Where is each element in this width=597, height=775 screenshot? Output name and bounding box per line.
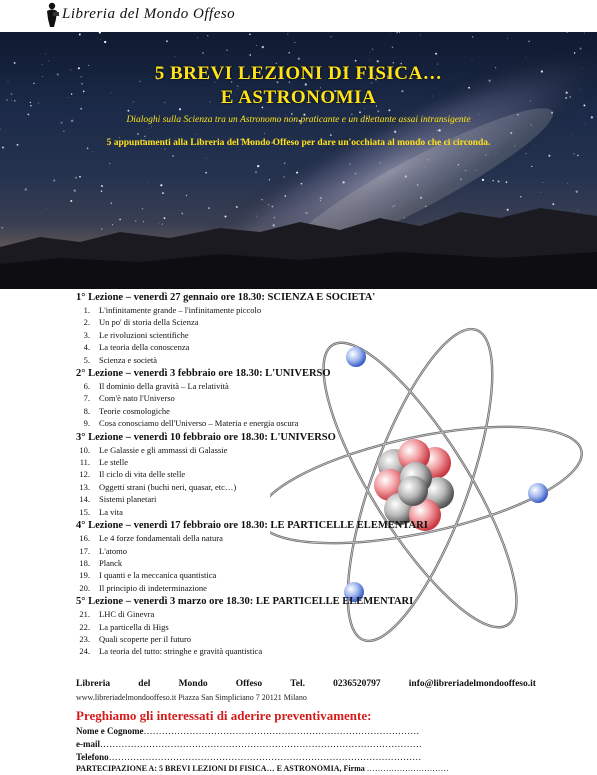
topic-item bbox=[76, 645, 556, 657]
registration-appeal: Preghiamo gli interessati di aderire preventivamente: bbox=[76, 708, 372, 723]
topic-number: 13. bbox=[79, 481, 90, 492]
topic-item bbox=[76, 582, 556, 594]
tagline: 5 appuntamenti alla Libreria del Mondo Offeso per dare un'occhiata al mondo che ci circonda. bbox=[106, 138, 491, 148]
lesson-heading: 3° Lezione – venerdì 10 febbraio ore 18.30: L'UNIVERSO bbox=[76, 431, 336, 443]
topic-number: 8. bbox=[83, 405, 90, 416]
topic-item bbox=[76, 354, 556, 366]
topic-number: 20. bbox=[79, 582, 90, 593]
title-line-2: E ASTRONOMIA bbox=[220, 87, 377, 108]
topic-item bbox=[76, 545, 556, 557]
topic-number: 18. bbox=[79, 557, 90, 568]
lesson-topics bbox=[76, 304, 556, 366]
topic-number: 22. bbox=[79, 621, 90, 632]
topic-item bbox=[76, 380, 556, 392]
lesson-topics bbox=[76, 444, 556, 518]
topic-item bbox=[76, 444, 556, 456]
logo-text: Libreria del Mondo Offeso bbox=[62, 6, 236, 22]
signature-field[interactable]: PARTECIPAZIONE A: 5 BREVI LEZIONI DI FISICA… E ASTRONOMIA, Firma ………………………… bbox=[76, 764, 449, 773]
lesson-block bbox=[76, 595, 556, 658]
lessons-list bbox=[76, 291, 556, 659]
topic-number: 6. bbox=[83, 381, 90, 392]
topic-item bbox=[76, 608, 556, 620]
contact-word: Mondo bbox=[178, 679, 208, 689]
lesson-topics bbox=[76, 608, 556, 658]
topic-item bbox=[76, 493, 556, 505]
topic-text: Le stelle bbox=[99, 457, 129, 468]
topic-item bbox=[76, 633, 556, 645]
topic-text: Le rivoluzioni scientifiche bbox=[99, 329, 189, 340]
lesson-block bbox=[76, 291, 556, 366]
topic-text: Teorie cosmologiche bbox=[99, 405, 170, 416]
name-label: Nome e Cognome bbox=[76, 726, 144, 736]
lesson-topics bbox=[76, 532, 556, 594]
lesson-block bbox=[76, 519, 556, 594]
topic-number: 1. bbox=[83, 305, 90, 315]
email-label: e-mail bbox=[76, 739, 100, 749]
topic-item bbox=[76, 532, 556, 544]
topic-item bbox=[76, 557, 556, 569]
lesson-heading: 2° Lezione – venerdì 3 febbraio ore 18.30: L'UNIVERSO bbox=[76, 368, 331, 380]
contact-word[interactable]: info@libreriadelmondooffeso.it bbox=[408, 679, 536, 689]
topic-item bbox=[76, 341, 556, 353]
topic-text: Com'è nato l'Universo bbox=[99, 393, 175, 404]
topic-number: 17. bbox=[79, 545, 90, 556]
topic-item bbox=[76, 405, 556, 417]
topic-text: La teoria del tutto: stringhe e gravità quantistica bbox=[99, 646, 263, 657]
topic-number: 4. bbox=[83, 342, 90, 353]
topic-text: I quanti e la meccanica quantistica bbox=[99, 570, 217, 581]
topic-item bbox=[76, 506, 556, 518]
topic-item bbox=[76, 316, 556, 328]
topic-item bbox=[76, 468, 556, 480]
topic-text: Planck bbox=[99, 557, 123, 568]
topic-item bbox=[76, 392, 556, 404]
reading-figure-logo-icon bbox=[44, 2, 60, 28]
topic-number: 15. bbox=[79, 506, 90, 517]
contact-word: Tel. bbox=[290, 679, 305, 689]
starry-sky-banner bbox=[0, 32, 597, 289]
topic-text: Oggetti strani (buchi neri, quasar, etc…) bbox=[99, 481, 237, 492]
topic-number: 2. bbox=[83, 317, 90, 328]
topic-item bbox=[76, 569, 556, 581]
lesson-topics bbox=[76, 380, 556, 430]
topic-item bbox=[76, 481, 556, 493]
participation-label: PARTECIPAZIONE A: 5 BREVI LEZIONI DI FISICA… E ASTRONOMIA, Firma bbox=[76, 764, 365, 773]
lesson-block bbox=[76, 367, 556, 430]
topic-number: 19. bbox=[79, 570, 90, 581]
topic-text: Le 4 forze fondamentali della natura bbox=[99, 533, 223, 544]
topic-text: L'infinitamente grande – l'infinitamente piccolo bbox=[99, 305, 262, 315]
topic-text: Un po' di storia della Scienza bbox=[99, 317, 199, 328]
lesson-block bbox=[76, 431, 556, 518]
contact-word: 0236520797 bbox=[333, 679, 381, 689]
topic-number: 12. bbox=[79, 469, 90, 480]
topic-number: 11. bbox=[79, 457, 90, 468]
topic-number: 23. bbox=[79, 633, 90, 644]
contact-word: del bbox=[138, 679, 151, 689]
contact-word: Offeso bbox=[235, 679, 263, 689]
topic-number: 7. bbox=[83, 393, 90, 404]
lesson-heading: 1° Lezione – venerdì 27 gennaio ore 18.30: SCIENZA E SOCIETA' bbox=[76, 292, 376, 303]
contact-line bbox=[76, 679, 536, 689]
phone-label: Telefono bbox=[76, 752, 109, 762]
topic-number: 5. bbox=[83, 354, 90, 365]
topic-text: Cosa conosciamo dell'Universo – Materia e energia oscura bbox=[99, 418, 299, 429]
topic-text: Il principio di indeterminazione bbox=[99, 582, 207, 593]
topic-text: Quali scoperte per il futuro bbox=[99, 633, 192, 644]
name-field[interactable]: Nome e Cognome……………………………………………………………………………… bbox=[76, 726, 420, 736]
subtitle: Dialoghi sulla Scienza tra un Astronomo non praticante e un dilettante assai intransigente bbox=[126, 115, 471, 125]
address: www.libreriadelmondooffeso.it Piazza San Simpliciano 7 20121 Milano bbox=[76, 693, 307, 702]
topic-number: 10. bbox=[79, 444, 90, 455]
topic-number: 3. bbox=[83, 329, 90, 340]
topic-item bbox=[76, 456, 556, 468]
topic-text: Sistemi planetari bbox=[99, 494, 157, 505]
topic-text: La vita bbox=[99, 506, 123, 517]
lesson-heading: 5° Lezione – venerdì 3 marzo ore 18.30: LE PARTICELLE ELEMENTARI bbox=[76, 596, 414, 608]
lesson-heading: 4° Lezione – venerdì 17 febbraio ore 18.30: LE PARTICELLE ELEMENTARI bbox=[76, 520, 428, 532]
topic-number: 14. bbox=[79, 494, 90, 505]
topic-item bbox=[76, 329, 556, 341]
email-field[interactable]: e-mail…………………………………………………………………………………………… bbox=[76, 739, 422, 749]
topic-text: L'atomo bbox=[99, 545, 127, 556]
topic-item bbox=[76, 417, 556, 429]
contact-word: Libreria bbox=[76, 679, 111, 689]
topic-number: 21. bbox=[79, 609, 90, 620]
title-line-1: 5 BREVI LEZIONI DI FISICA… bbox=[154, 63, 443, 84]
topic-text: LHC di Ginevra bbox=[99, 609, 155, 620]
topic-text: Il dominio della gravità – La relatività bbox=[99, 381, 229, 392]
topic-text: Le Galassie e gli ammassi di Galassie bbox=[99, 444, 228, 455]
topic-item bbox=[76, 304, 556, 316]
topic-text: La teoria della conoscenza bbox=[99, 342, 190, 353]
topic-text: Il ciclo di vita delle stelle bbox=[99, 469, 186, 480]
topic-number: 16. bbox=[79, 533, 90, 544]
topic-item bbox=[76, 621, 556, 633]
topic-text: La particella di Higs bbox=[99, 621, 169, 632]
header bbox=[0, 0, 597, 32]
phone-field[interactable]: Telefono………………………………………………………………………………………… bbox=[76, 752, 422, 762]
topic-number: 9. bbox=[83, 418, 90, 429]
topic-text: Scienza e società bbox=[99, 354, 158, 365]
topic-number: 24. bbox=[79, 646, 90, 657]
